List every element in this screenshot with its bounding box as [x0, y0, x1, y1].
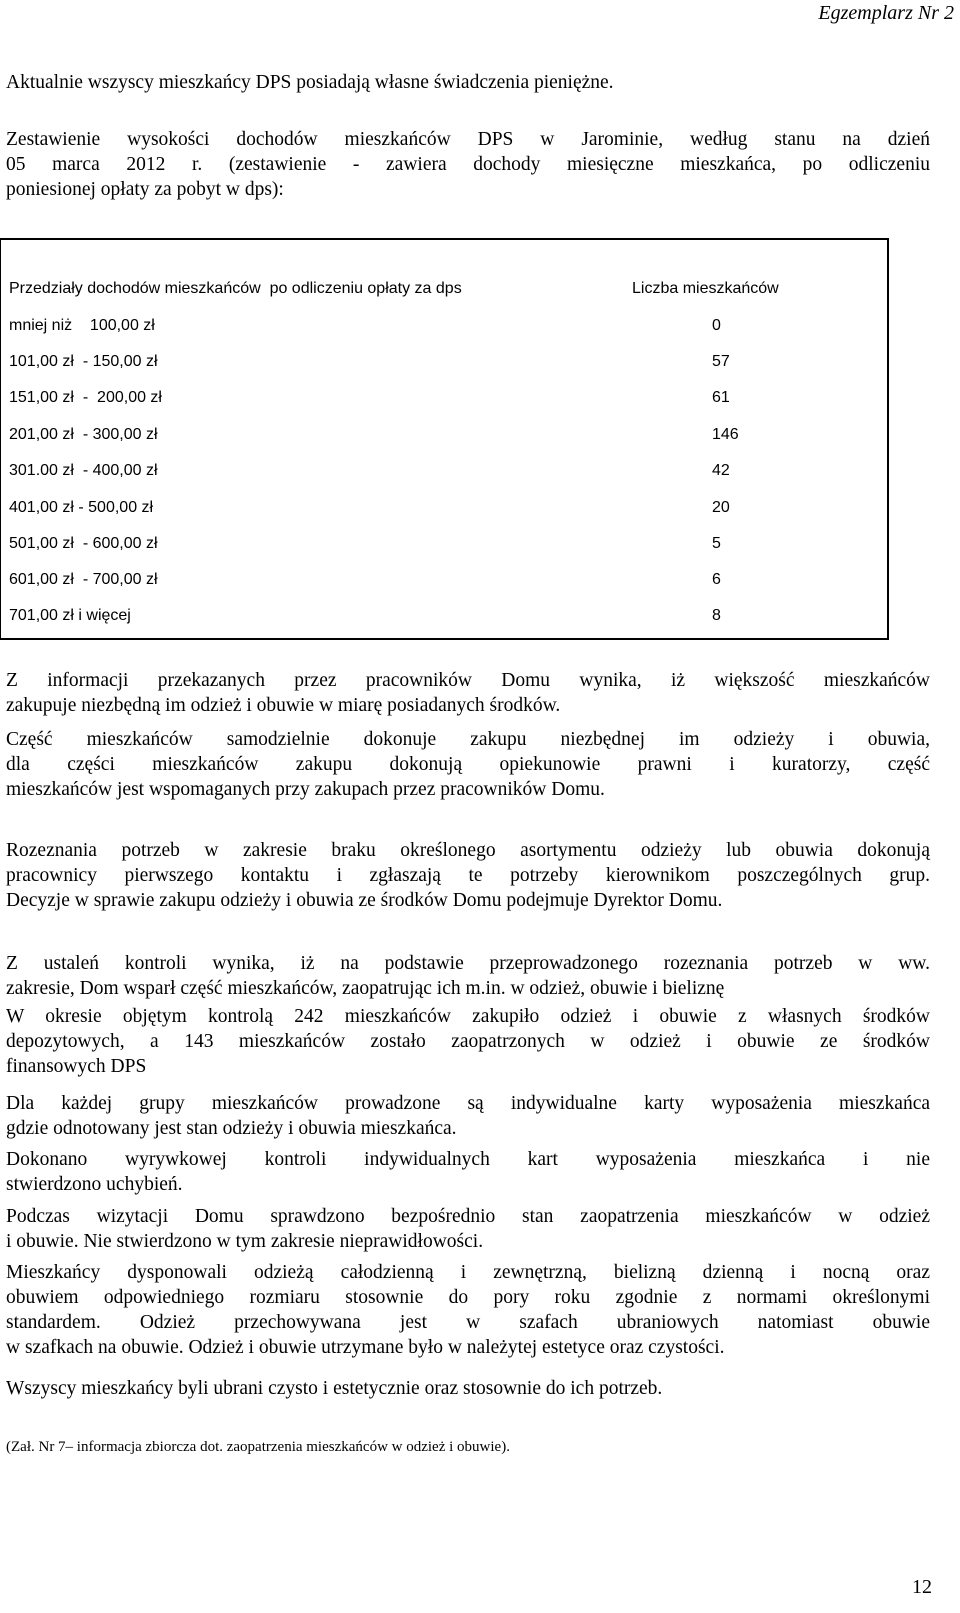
paragraph — [6, 1091, 930, 1141]
row-count: 42 — [712, 462, 730, 479]
text-line: standardem. Odzież przechowywana jest w szafach ubraniowych natomiast obuwie — [6, 1312, 930, 1333]
text-line: W okresie objętym kontrolą 242 mieszkańców zakupiło odzież i obuwie z własnych środków — [6, 1006, 930, 1027]
row-range: 101,00 zł - 150,00 zł — [9, 353, 158, 370]
text-line: zakresie, Dom wsparł część mieszkańców, zaopatrując ich m.in. w odzież, obuwie i bieliznę — [6, 978, 725, 999]
paragraph — [6, 1260, 930, 1360]
text-line: mieszkańców jest wspomaganych przy zakupach przez pracowników Domu. — [6, 779, 605, 800]
paragraph — [6, 951, 930, 1001]
row-count: 146 — [712, 426, 739, 443]
text-line: Z informacji przekazanych przez pracowników Domu wynika, iż większość mieszkańców — [6, 670, 930, 691]
paragraph — [6, 838, 930, 913]
paragraph — [6, 1376, 930, 1401]
row-range: 151,00 zł - 200,00 zł — [9, 389, 162, 406]
text-line: i obuwie. Nie stwierdzono w tym zakresie nieprawidłowości. — [6, 1231, 484, 1252]
text-line: obuwiem odpowiedniego rozmiaru stosownie do pory roku zgodnie z normami określonymi — [6, 1287, 930, 1308]
text-line: Mieszkańcy dysponowali odzieżą całodzienną i zewnętrzną, bielizną dzienną i nocną oraz — [6, 1262, 930, 1283]
row-count: 57 — [712, 353, 730, 370]
text-line: w szafkach na obuwie. Odzież i obuwie utrzymane było w należytej estetyce oraz czystości. — [6, 1337, 725, 1358]
text-line: finansowych DPS — [6, 1056, 147, 1077]
row-count: 0 — [712, 317, 721, 334]
row-range: 201,00 zł - 300,00 zł — [9, 426, 158, 443]
paragraph — [6, 1147, 930, 1197]
text-line: Rozeznania potrzeb w zakresie braku określonego asortymentu odzieży lub obuwia dokonują — [6, 840, 930, 861]
header-range: Przedziały dochodów mieszkańców po odliczeniu opłaty za dps — [9, 280, 462, 297]
text-line: Decyzje w sprawie zakupu odzieży i obuwia ze środków Domu podejmuje Dyrektor Domu. — [6, 890, 723, 911]
row-count: 6 — [712, 571, 721, 588]
row-range: 701,00 zł i więcej — [9, 607, 131, 624]
text-line: Dokonano wyrywkowej kontroli indywidualnych kart wyposażenia mieszkańca i nie — [6, 1149, 930, 1170]
text-line: stwierdzono uchybień. — [6, 1174, 183, 1195]
copy-label: Egzemplarz Nr 2 — [818, 2, 954, 24]
footnote: (Zał. Nr 7– informacja zbiorcza dot. zaopatrzenia mieszkańców w odzież i obuwie). — [6, 1439, 510, 1455]
row-range: 301.00 zł - 400,00 zł — [9, 462, 158, 479]
page-number: 12 — [912, 1576, 932, 1598]
text-line: Z ustaleń kontroli wynika, iż na podstawie przeprowadzonego rozeznania potrzeb w ww. — [6, 953, 930, 974]
income-table — [0, 238, 889, 640]
row-range: 401,00 zł - 500,00 zł — [9, 499, 154, 516]
intro-paragraph — [6, 127, 930, 202]
text-line: dla części mieszkańców zakupu dokonują opiekunowie prawni i kuratorzy, część — [6, 754, 930, 775]
row-count: 20 — [712, 499, 730, 516]
row-range: mniej niż 100,00 zł — [9, 317, 155, 334]
text-line: Wszyscy mieszkańcy byli ubrani czysto i estetycznie oraz stosownie do ich potrzeb. — [6, 1378, 663, 1399]
row-count: 8 — [712, 607, 721, 624]
row-count: 61 — [712, 389, 730, 406]
header-count: Liczba mieszkańców — [632, 280, 779, 297]
paragraph — [6, 1004, 930, 1079]
text-line: zakupuje niezbędną im odzież i obuwie w miarę posiadanych środków. — [6, 695, 561, 716]
row-range: 601,00 zł - 700,00 zł — [9, 571, 158, 588]
text-line: Zestawienie wysokości dochodów mieszkańców DPS w Jarominie, według stanu na dzień — [6, 129, 930, 150]
text-line: Część mieszkańców samodzielnie dokonuje zakupu niezbędnej im odzieży i obuwia, — [6, 729, 930, 750]
text-line: gdzie odnotowany jest stan odzieży i obuwia mieszkańca. — [6, 1118, 457, 1139]
paragraph — [6, 668, 930, 718]
text-line: 05 marca 2012 r. (zestawienie - zawiera dochody miesięczne mieszkańca, po odliczeniu — [6, 154, 930, 175]
text-line: poniesionej opłaty za pobyt w dps): — [6, 179, 284, 200]
text-line: Dla każdej grupy mieszkańców prowadzone są indywidualne karty wyposażenia mieszkańca — [6, 1093, 930, 1114]
intro-line: Aktualnie wszyscy mieszkańcy DPS posiadają własne świadczenia pieniężne. — [6, 72, 614, 93]
text-line: depozytowych, a 143 mieszkańców zostało zaopatrzonych w odzież i obuwie ze środków — [6, 1031, 930, 1052]
paragraph — [6, 1204, 930, 1254]
paragraph — [6, 727, 930, 802]
row-count: 5 — [712, 535, 721, 552]
text-line: pracownicy pierwszego kontaktu i zgłaszają te potrzeby kierownikom poszczególnych grup. — [6, 865, 930, 886]
row-range: 501,00 zł - 600,00 zł — [9, 535, 158, 552]
text-line: Podczas wizytacji Domu sprawdzono bezpośrednio stan zaopatrzenia mieszkańców w odzież — [6, 1206, 930, 1227]
